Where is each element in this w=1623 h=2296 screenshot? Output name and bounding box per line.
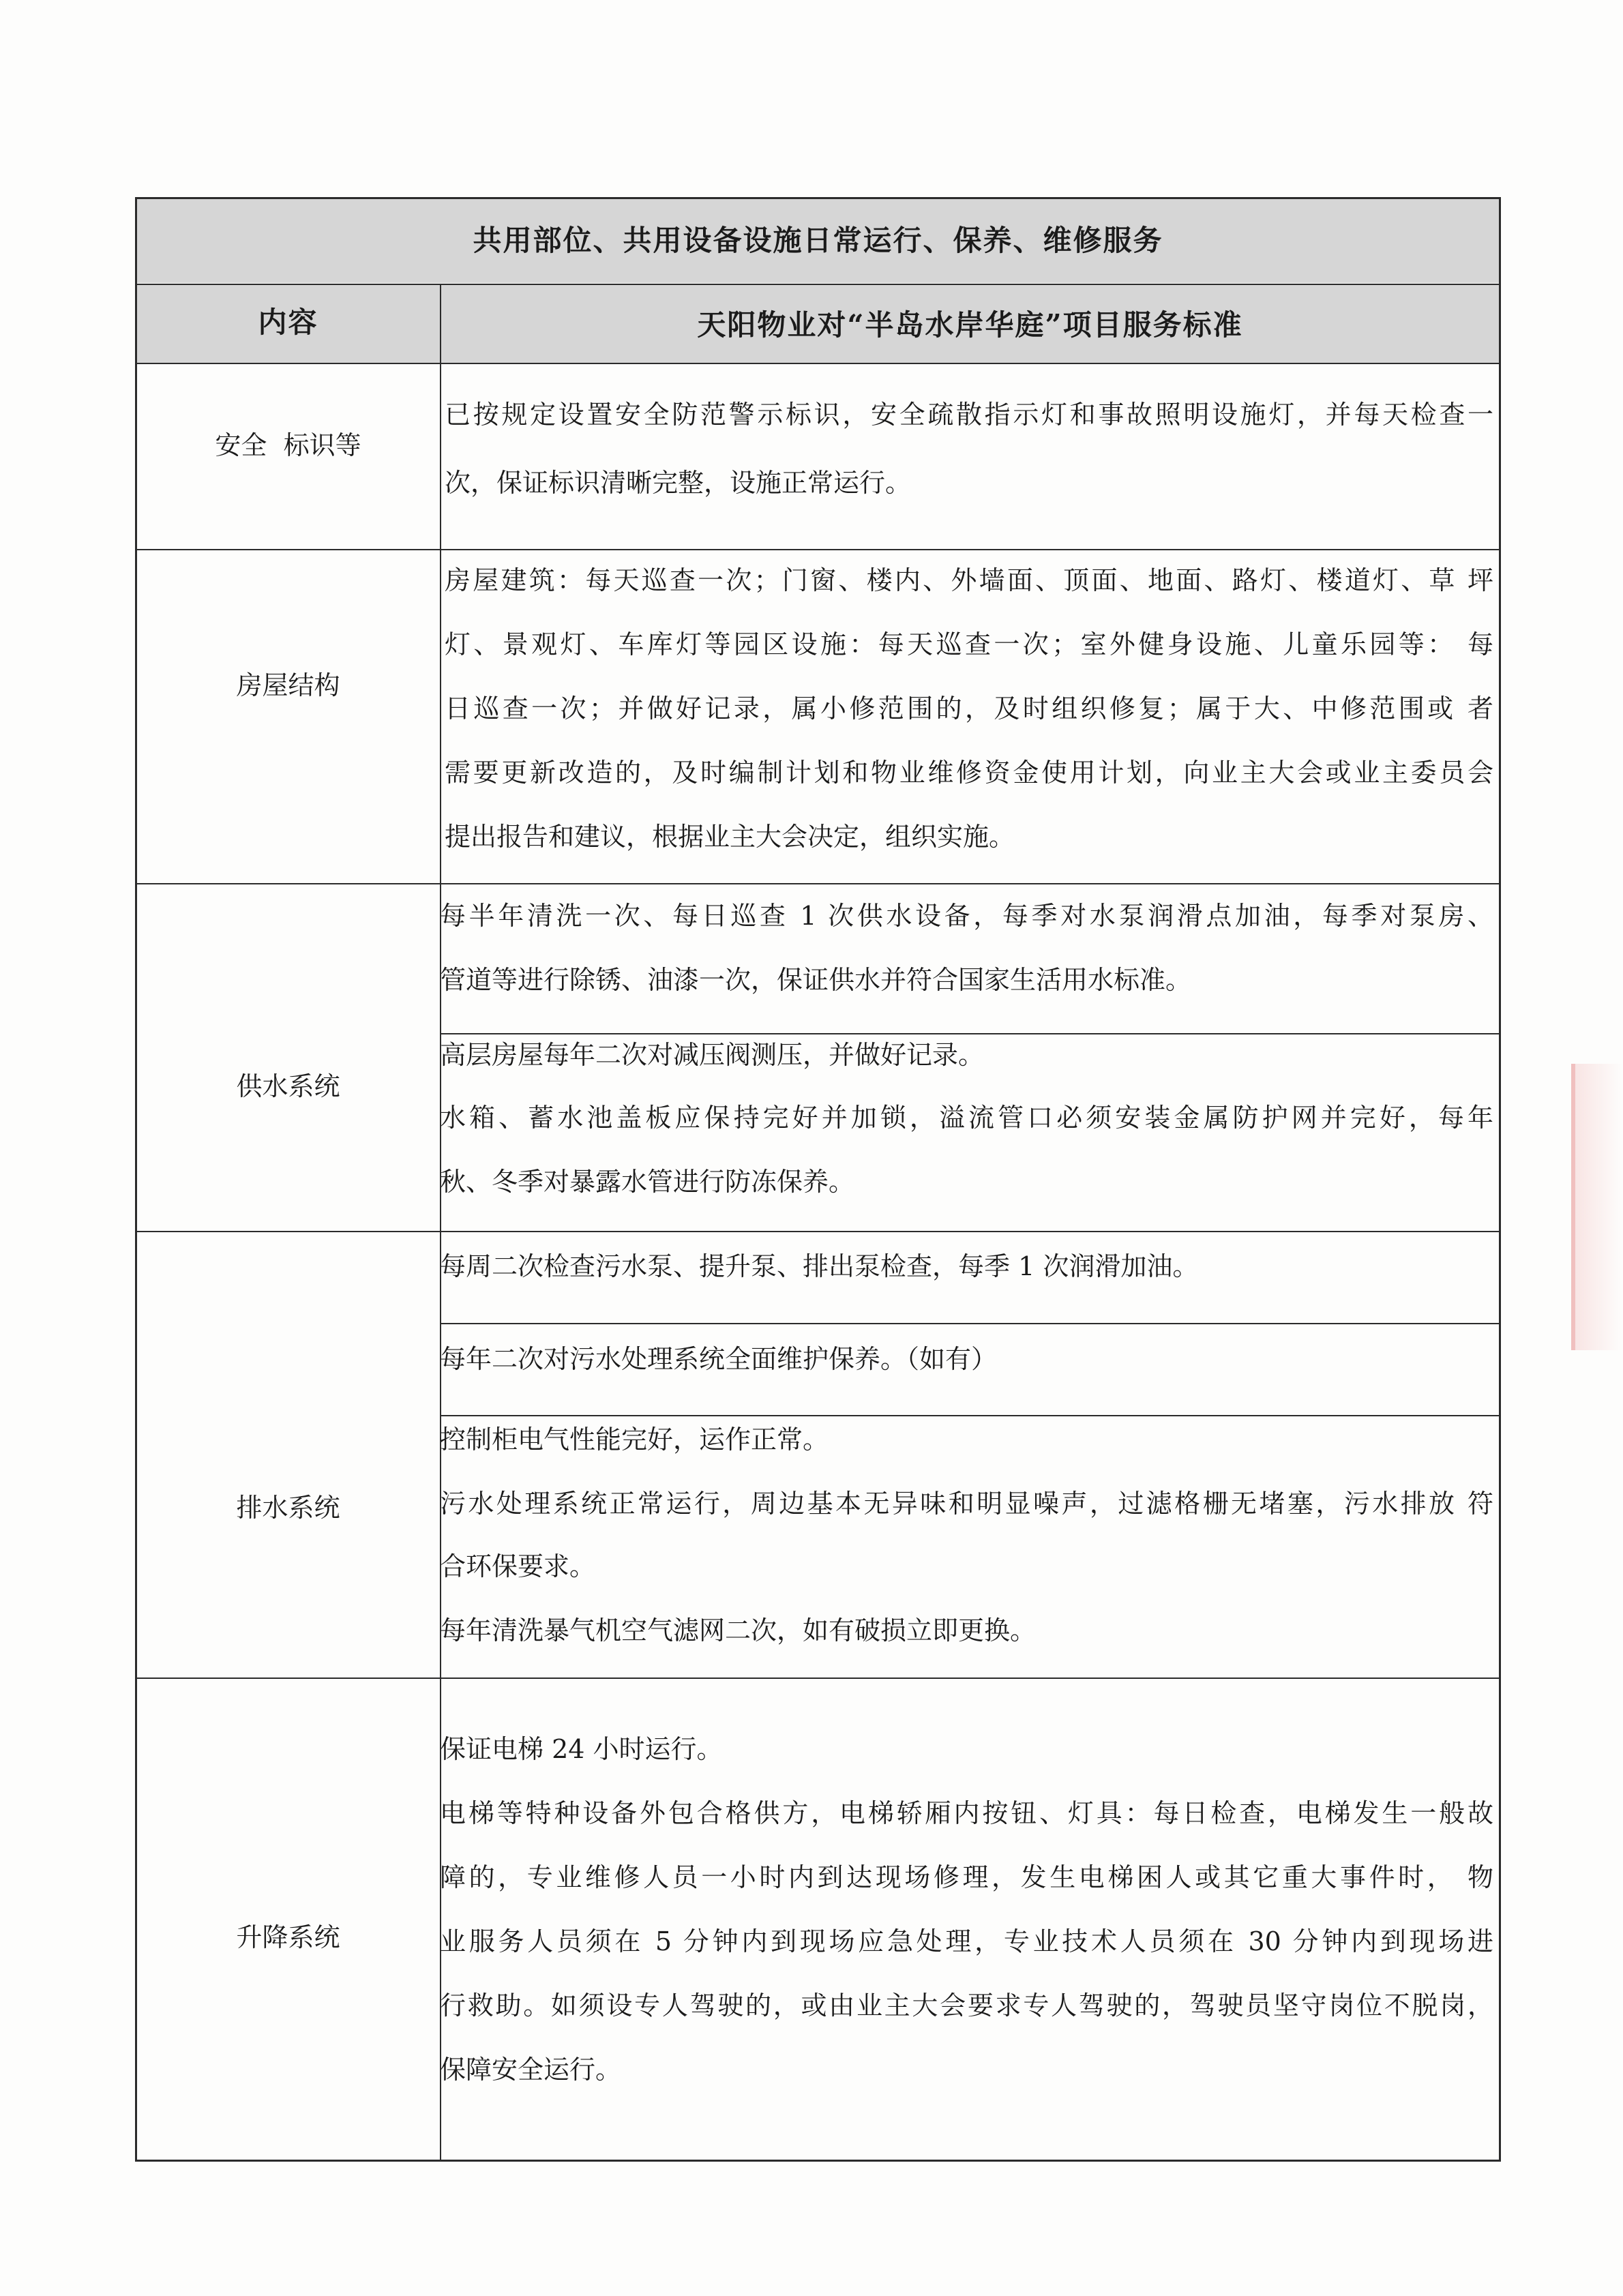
drain-line-6: 每年清洗暴气机空气滤网二次，如有破损立即更换。 — [440, 1615, 1037, 1645]
table-border-top — [135, 197, 1501, 199]
water-line-4: 水箱、蓄水池盖板应保持完好并加锁，溢流管口必须安装金属防护网并完好，每年 — [440, 1103, 1493, 1133]
structure-line-4: 需要更新改造的，及时编制计划和物业维修资金使用计划，向业主大会或业主委员会 — [445, 758, 1493, 788]
elevator-line-6: 保障安全运行。 — [440, 2055, 622, 2085]
category-elevator: 升降系统 — [236, 1922, 340, 1952]
water-line-3: 高层房屋每年二次对减压阀测压，并做好记录。 — [440, 1040, 985, 1070]
category-drainage: 排水系统 — [236, 1493, 340, 1523]
water-line-2: 管道等进行除锈、油漆一次，保证供水并符合国家生活用水标准。 — [440, 965, 1192, 995]
structure-line-1: 房屋建筑：每天巡查一次；门窗、楼内、外墙面、顶面、地面、路灯、楼道灯、草 坪 — [445, 565, 1493, 595]
water-line-5: 秋、冬季对暴露水管进行防冻保养。 — [440, 1167, 855, 1197]
column-header-content: 内容 — [258, 305, 318, 339]
elevator-line-3: 障的，专业维修人员一小时内到达现场修理，发生电梯困人或其它重大事件时， 物 — [440, 1862, 1493, 1892]
drain-line-1: 每周二次检查污水泵、提升泵、排出泵检查，每季 1 次润滑加油。 — [440, 1251, 1199, 1281]
row-line-drain — [135, 1678, 1501, 1679]
row-line-water — [135, 1231, 1501, 1232]
subrow-line-drain-2 — [440, 1415, 1500, 1416]
row-line-header — [135, 363, 1501, 364]
safety-line-1: 已按规定设置安全防范警示标识，安全疏散指示灯和事故照明设施灯，并每天检查一 — [445, 400, 1493, 430]
elevator-line-5: 行救助。如须设专人驾驶的，或由业主大会要求专人驾驶的，驾驶员坚守岗位不脱岗， — [440, 1991, 1493, 2021]
structure-line-3: 日巡查一次；并做好记录，属小修范围的，及时组织修复；属于大、中修范围或 者 — [445, 694, 1493, 724]
category-structure: 房屋结构 — [236, 670, 340, 700]
structure-line-2: 灯、景观灯、车库灯等园区设施：每天巡查一次；室外健身设施、儿童乐园等： 每 — [445, 629, 1493, 659]
row-line-safety — [135, 549, 1501, 550]
drain-line-4: 污水处理系统正常运行，周边基本无异味和明显噪声，过滤格栅无堵塞，污水排放 符 — [440, 1489, 1493, 1519]
column-header-standard: 天阳物业对“半岛水岸华庭”项目服务标准 — [697, 308, 1243, 342]
table-title: 共用部位、共用设备设施日常运行、保养、维修服务 — [473, 224, 1163, 257]
structure-line-5: 提出报告和建议，根据业主大会决定，组织实施。 — [445, 822, 1015, 852]
table-border-right — [1499, 197, 1501, 2161]
table-border-bottom — [135, 2160, 1501, 2162]
elevator-line-4: 业服务人员须在 5 分钟内到现场应急处理，专业技术人员须在 30 分钟内到现场进 — [440, 1926, 1493, 1956]
row-line-title — [135, 284, 1501, 285]
safety-line-2: 次，保证标识清晰完整，设施正常运行。 — [445, 468, 912, 498]
table-border-left — [135, 197, 137, 2161]
water-line-1: 每半年清洗一次、每日巡查 1 次供水设备，每季对水泵润滑点加油，每季对泵房、 — [440, 901, 1493, 931]
row-line-structure — [135, 883, 1501, 884]
subrow-line-drain-1 — [440, 1323, 1500, 1324]
elevator-line-1: 保证电梯 24 小时运行。 — [440, 1734, 723, 1764]
category-safety: 安全 标识等 — [215, 430, 361, 460]
subrow-line-water-1 — [440, 1033, 1500, 1034]
category-water-supply: 供水系统 — [236, 1071, 340, 1101]
elevator-line-2: 电梯等特种设备外包合格供方，电梯轿厢内按钮、灯具：每日检查，电梯发生一般故 — [440, 1798, 1493, 1828]
drain-line-3: 控制柜电气性能完好，运作正常。 — [440, 1425, 829, 1455]
drain-line-2: 每年二次对污水处理系统全面维护保养。（如有） — [440, 1344, 998, 1374]
seal-stamp-edge — [1571, 1064, 1623, 1350]
drain-line-5: 合环保要求。 — [440, 1551, 596, 1581]
